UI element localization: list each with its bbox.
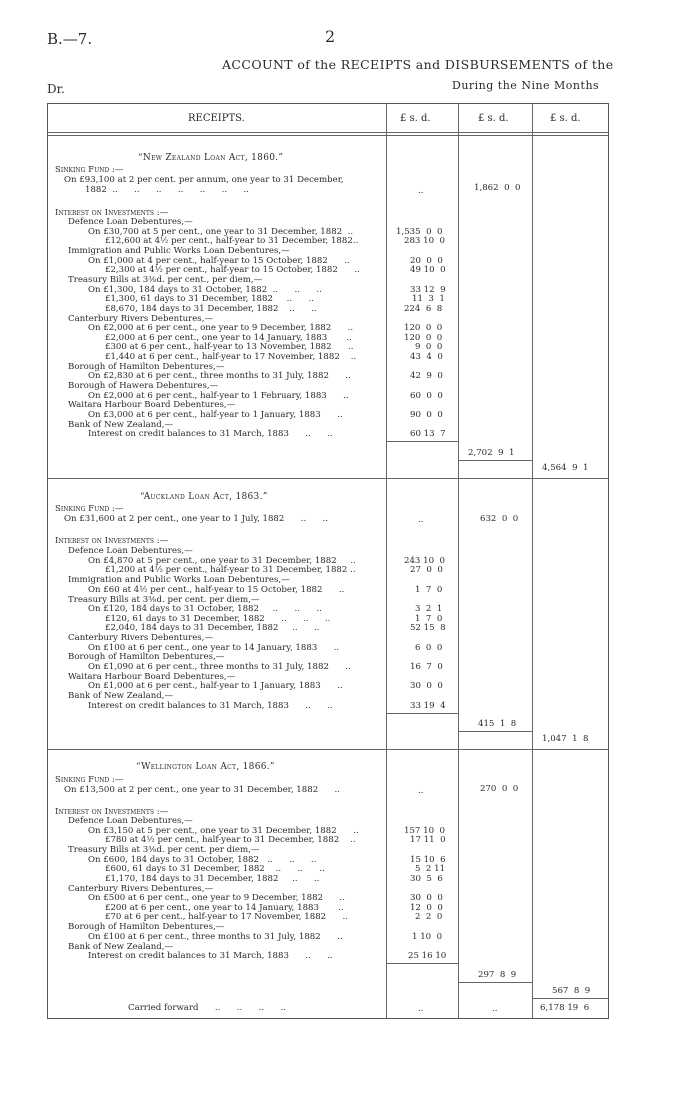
line-item: Interest on credit balances to 31 March, 1883 .. .. — [88, 429, 333, 439]
category-label: Bank of New Zealand,— — [68, 691, 174, 701]
line-item: On £31,600 at 2 per cent., one year to 1 July, 1882 .. .. — [64, 514, 329, 524]
category-label: Borough of Hamilton Debentures,— — [68, 362, 225, 372]
col2-subtotal: 415 1 8 — [478, 719, 517, 729]
subtotal-rule — [386, 963, 458, 964]
subtotal-rule — [386, 441, 458, 442]
dr-label: Dr. — [47, 82, 65, 96]
subtotal-rule — [458, 460, 532, 461]
column-rule — [386, 104, 387, 1018]
col1-value: 33 19 4 — [410, 701, 446, 711]
carried-forward-label: Carried forward .. .. .. .. — [128, 1003, 286, 1013]
line-item: £600, 61 days to 31 December, 1882 .. .. .. — [105, 864, 325, 874]
category-label: Borough of Hawera Debentures,— — [68, 381, 219, 391]
category-label: Defence Loan Debentures,— — [68, 546, 193, 556]
col1-value: 30 5 6 — [410, 874, 443, 884]
category-label: Treasury Bills at 3⅜d. per cent., per diem,— — [68, 275, 263, 285]
col1-value: 16 7 0 — [410, 662, 443, 672]
line-item: On £1,000 at 4 per cent., half-year to 15 October, 1882 .. — [88, 256, 350, 266]
subtotal-rule — [386, 713, 458, 714]
col2-value: 1,862 0 0 — [474, 183, 521, 193]
category-label: Canterbury Rivers Debentures,— — [68, 884, 214, 894]
line-item: £1,300, 61 days to 31 December, 1882 .. .. — [105, 294, 314, 304]
line-item: On £3,000 at 6 per cent., half-year to 1 January, 1883 .. — [88, 410, 343, 420]
carried-forward-total: 6,178 19 6 — [540, 1003, 590, 1013]
col1-value: 243 10 0 — [404, 556, 446, 566]
col1-value: .. — [418, 786, 424, 796]
account-table — [47, 103, 609, 1019]
subtotal-rule — [458, 982, 532, 983]
line-item: Interest on credit balances to 31 March, 1883 .. .. — [88, 701, 333, 711]
col3-header: £ s. d. — [550, 113, 581, 124]
column-rule — [458, 104, 459, 1018]
line-item: On £30,700 at 5 per cent., one year to 31 December, 1882 .. — [88, 227, 354, 237]
period-label: During the Nine Months — [452, 79, 600, 92]
col1-value: 2 2 0 — [415, 912, 443, 922]
category-label: Treasury Bills at 3⅜d. per cent. per diem,— — [68, 845, 260, 855]
col1-value: 25 16 10 — [408, 951, 447, 961]
line-item: £120, 61 days to 31 December, 1882 .. .. .. — [105, 614, 331, 624]
col1-value: 6 0 0 — [415, 643, 443, 653]
line-item: On £1,090 at 6 per cent., three months to 31 July, 1882 .. — [88, 662, 351, 672]
line-item: £200 at 6 per cent., one year to 14 January, 1883 .. — [105, 903, 344, 913]
line-item: On £2,000 at 6 per cent., one year to 9 December, 1882 .. — [88, 323, 354, 333]
header-rule — [48, 135, 608, 136]
col1-value: 33 12 9 — [410, 285, 446, 295]
line-item: On £93,100 at 2 per cent. per annum, one year to 31 December, — [64, 175, 344, 185]
category-label: Bank of New Zealand,— — [68, 420, 174, 430]
category-label: Defence Loan Debentures,— — [68, 217, 193, 227]
col1-value: 15 10 6 — [410, 855, 446, 865]
col1-header: £ s. d. — [400, 113, 431, 124]
sinking-fund-label: Sinking Fund :— — [55, 504, 124, 514]
col2-header: £ s. d. — [478, 113, 509, 124]
col1-value: 30 0 0 — [410, 681, 443, 691]
col1-value: 1,535 0 0 — [396, 227, 443, 237]
category-label: Immigration and Public Works Loan Debentures,— — [68, 575, 290, 585]
subtotal-rule — [532, 998, 608, 999]
col2-subtotal: 297 8 9 — [478, 970, 517, 980]
col1-value: .. — [418, 1004, 424, 1014]
col1-value: 1 7 0 — [415, 614, 443, 624]
col1-value: 157 10 0 — [404, 826, 446, 836]
col1-value: 120 0 0 — [404, 333, 443, 343]
line-item: On £120, 184 days to 31 October, 1882 .. .. .. — [88, 604, 322, 614]
col2-value: 270 0 0 — [480, 784, 519, 794]
line-item: On £100 at 6 per cent., three months to 31 July, 1882 .. — [88, 932, 343, 942]
section-rule — [48, 749, 608, 750]
line-item: On £3,150 at 5 per cent., one year to 31 December, 1882 .. — [88, 826, 359, 836]
col1-value: 1 10 0 — [412, 932, 443, 942]
line-item: On £1,000 at 6 per cent., half-year to 1 January, 1883 .. — [88, 681, 343, 691]
col1-value: 3 2 1 — [415, 604, 443, 614]
col3-total: 1,047 1 8 — [542, 734, 589, 744]
page-number: 2 — [325, 27, 336, 46]
line-item: On £600, 184 days to 31 October, 1882 .. .. .. — [88, 855, 317, 865]
line-item: £300 at 6 per cent., half-year to 13 November, 1882 .. — [105, 342, 354, 352]
line-item: On £2,000 at 6 per cent., half-year to 1 February, 1883 .. — [88, 391, 349, 401]
line-item: Interest on credit balances to 31 March, 1883 .. .. — [88, 951, 333, 961]
line-item: £2,000 at 6 per cent., one year to 14 January, 1883 .. — [105, 333, 352, 343]
col1-value: 11 3 1 — [412, 294, 445, 304]
col1-value: 12 0 0 — [410, 903, 443, 913]
col1-value: 49 10 0 — [410, 265, 446, 275]
column-rule — [532, 104, 533, 1018]
line-item: On £500 at 6 per cent., one year to 9 December, 1882 .. — [88, 893, 345, 903]
col2-value: .. — [492, 1004, 498, 1014]
sinking-fund-label: Sinking Fund :— — [55, 165, 124, 175]
category-label: Defence Loan Debentures,— — [68, 816, 193, 826]
line-item: 1882 .. .. .. .. .. .. .. — [85, 185, 249, 195]
section-heading: “Wellington Loan Act, 1866.” — [136, 762, 275, 772]
page-ref: B.—7. — [47, 30, 93, 48]
line-item: £70 at 6 per cent., half-year to 17 November, 1882 .. — [105, 912, 348, 922]
interest-label: Interest on Investments :— — [55, 536, 169, 546]
col1-value: 60 13 7 — [410, 429, 446, 439]
section-rule — [48, 478, 608, 479]
line-item: £1,170, 184 days to 31 December, 1882 .. .. — [105, 874, 320, 884]
line-item: £780 at 4½ per cent., half-year to 31 December, 1882 .. — [105, 835, 356, 845]
col1-value: 30 0 0 — [410, 893, 443, 903]
col2-subtotal: 2,702 9 1 — [468, 448, 515, 458]
col2-value: 632 0 0 — [480, 514, 519, 524]
category-label: Immigration and Public Works Loan Debentures,— — [68, 246, 290, 256]
col1-value: .. — [418, 515, 424, 525]
col1-value: .. — [418, 186, 424, 196]
line-item: £1,200 at 4½ per cent., half-year to 31 December, 1882 .. — [105, 565, 356, 575]
category-label: Waitara Harbour Board Debentures,— — [68, 672, 236, 682]
col1-value: 52 15 8 — [410, 623, 446, 633]
col1-value: 42 9 0 — [410, 371, 443, 381]
line-item: On £1,300, 184 days to 31 October, 1882 .. .. .. — [88, 285, 322, 295]
col3-total: 567 8 9 — [552, 986, 591, 996]
line-item: On £100 at 6 per cent., one year to 14 January, 1883 .. — [88, 643, 340, 653]
col1-value: 120 0 0 — [404, 323, 443, 333]
category-label: Borough of Hamilton Debentures,— — [68, 922, 225, 932]
col1-value: 9 0 0 — [415, 342, 443, 352]
category-label: Borough of Hamilton Debentures,— — [68, 652, 225, 662]
line-item: On £2,830 at 6 per cent., three months to 31 July, 1882 .. — [88, 371, 351, 381]
section-heading: “New Zealand Loan Act, 1860.” — [138, 153, 284, 163]
category-label: Canterbury Rivers Debentures,— — [68, 314, 214, 324]
col1-value: 90 0 0 — [410, 410, 443, 420]
col1-value: 20 0 0 — [410, 256, 443, 266]
subtotal-rule — [458, 731, 532, 732]
interest-label: Interest on Investments :— — [55, 807, 169, 817]
page-title: ACCOUNT of the RECEIPTS and DISBURSEMENTS of the — [222, 57, 614, 72]
col1-value: 60 0 0 — [410, 391, 443, 401]
col1-value: 1 7 0 — [415, 585, 443, 595]
col1-value: 283 10 0 — [404, 236, 446, 246]
header-rule — [48, 132, 608, 133]
col1-value: 224 6 8 — [404, 304, 443, 314]
category-label: Bank of New Zealand,— — [68, 942, 174, 952]
category-label: Treasury Bills at 3⅜d. per cent. per diem,— — [68, 595, 260, 605]
category-label: Waitara Harbour Board Debentures,— — [68, 400, 236, 410]
line-item: £2,040, 184 days to 31 December, 1882 .. .. — [105, 623, 320, 633]
line-item: £2,300 at 4½ per cent., half-year to 15 October, 1882 .. — [105, 265, 360, 275]
line-item: £12,600 at 4½ per cent., half-year to 31 December, 1882.. — [105, 236, 359, 246]
line-item: On £4,870 at 5 per cent., one year to 31 December, 1882 .. — [88, 556, 356, 566]
line-item: On £60 at 4½ per cent., half-year to 15 October, 1882 .. — [88, 585, 345, 595]
sinking-fund-label: Sinking Fund :— — [55, 775, 124, 785]
line-item: On £13,500 at 2 per cent., one year to 31 December, 1882 .. — [64, 785, 341, 795]
receipts-column-header: RECEIPTS. — [188, 113, 245, 124]
section-heading: “Auckland Loan Act, 1863.” — [140, 492, 268, 502]
col3-total: 4,564 9 1 — [542, 463, 589, 473]
col1-value: 5 2 11 — [415, 864, 446, 874]
category-label: Canterbury Rivers Debentures,— — [68, 633, 214, 643]
interest-label: Interest on Investments :— — [55, 208, 169, 218]
col1-value: 27 0 0 — [410, 565, 443, 575]
line-item: £1,440 at 6 per cent., half-year to 17 November, 1882 .. — [105, 352, 357, 362]
line-item: £8,670, 184 days to 31 December, 1882 .. .. — [105, 304, 317, 314]
col1-value: 43 4 0 — [410, 352, 443, 362]
col1-value: 17 11 0 — [410, 835, 446, 845]
